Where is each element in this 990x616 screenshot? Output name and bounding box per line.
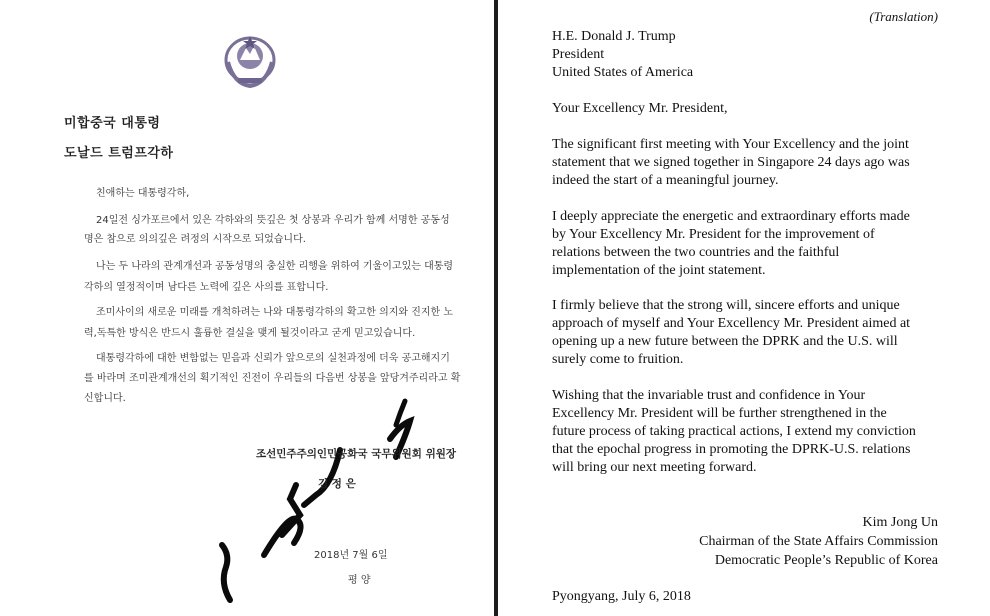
paragraph-line: 신합니다. — [84, 393, 126, 404]
salutation: Your Excellency Mr. President, — [552, 101, 728, 116]
paragraph-line: The significant first meeting with Your Excellency and the joint — [552, 137, 909, 152]
paragraph-line: statement that we signed together in Singapore 24 days ago was — [552, 155, 910, 170]
signature-name: 김 정 은 — [318, 478, 356, 490]
paragraph-line: 각하의 열정적이며 남다른 노력에 깊은 사의를 표합니다. — [84, 282, 329, 293]
paragraph-line: 대통령각하에 대한 변함없는 믿음과 신뢰가 앞으로의 실천과정에 더욱 공고해지기 — [96, 353, 450, 364]
handwritten-signature — [200, 395, 430, 610]
address-line: United States of America — [552, 65, 694, 80]
signer-name: Kim Jong Un — [862, 515, 938, 530]
address-line: H.E. Donald J. Trump — [552, 29, 676, 44]
paragraph-line: I firmly believe that the strong will, sincere efforts and unique — [552, 298, 900, 313]
paragraph-line: approach of myself and Your Excellency Mr. President aimed at — [552, 316, 911, 331]
letter-date: 2018년 7월 6일 — [314, 550, 388, 561]
dprk-emblem-icon — [220, 32, 280, 90]
paragraph — [552, 136, 910, 190]
paragraph-line: indeed the start of a meaningful journey. — [552, 173, 779, 188]
recipient-line: 도날드 트럼프각하 — [64, 146, 174, 161]
paragraph-line: 24일전 싱가포르에서 있은 각하와의 뜻깊은 첫 상봉과 우리가 함께 서명한 공동성 — [96, 215, 450, 226]
place-date: Pyongyang, July 6, 2018 — [552, 589, 691, 604]
paragraph-line: relations between the two countries and the faithful — [552, 245, 840, 260]
signature-title: 조선민주주의인민공화국 국무위원회 위원장 — [256, 448, 457, 460]
paragraph-line: Excellency Mr. President will be further strengthened in the — [552, 406, 887, 421]
paragraph-line: 나는 두 나라의 관계개선과 공동성명의 충실한 리행을 위하여 기울이고있는 대통령 — [96, 261, 454, 272]
paragraph-line: 명은 참으로 의의깊은 려정의 시작으로 되었습니다. — [84, 234, 306, 245]
paragraph-line: I deeply appreciate the energetic and extraordinary efforts made — [552, 209, 910, 224]
paragraph-line: will bring our next meeting forward. — [552, 460, 757, 475]
paragraph-line: future process of taking practical actions, I extend my conviction — [552, 424, 916, 439]
korean-letter-page — [0, 0, 494, 616]
paragraph-line: 를 바라며 조미관계개선의 획기적인 진전이 우리들의 다음번 상봉을 앞당겨주리라고 확 — [84, 373, 461, 384]
paragraph-line: 력,독특한 방식은 반드시 훌륭한 결실을 맺게 될것이라고 굳게 믿고있습니다. — [84, 328, 416, 339]
recipient-line: 미합중국 대통령 — [64, 116, 161, 131]
signer-title: Chairman of the State Affairs Commission — [699, 534, 938, 549]
paragraph-line: surely come to fruition. — [552, 352, 684, 367]
paragraph — [552, 208, 910, 280]
paragraph — [552, 297, 910, 369]
paragraph-line: 조미사이의 새로운 미래를 개척하려는 나와 대통령각하의 확고한 의지와 진지한 노 — [96, 307, 454, 318]
paragraph-line: that the epochal progress in promoting the DPRK-U.S. relations — [552, 442, 911, 457]
paragraph-line: by Your Excellency Mr. President for the improvement of — [552, 227, 875, 242]
paragraph — [552, 387, 916, 477]
translation-note: (Translation) — [869, 9, 938, 24]
salutation: 친애하는 대통령각하, — [96, 188, 190, 199]
paragraph-line: opening up a new future between the DPRK and the U.S. will — [552, 334, 898, 349]
signer-country: Democratic People’s Republic of Korea — [714, 553, 938, 568]
english-translation-page — [498, 0, 990, 616]
letter-place: 평 양 — [348, 575, 371, 586]
address-line: President — [552, 47, 605, 62]
paragraph-line: implementation of the joint statement. — [552, 263, 766, 278]
paragraph-line: Wishing that the invariable trust and confidence in Your — [552, 388, 866, 403]
